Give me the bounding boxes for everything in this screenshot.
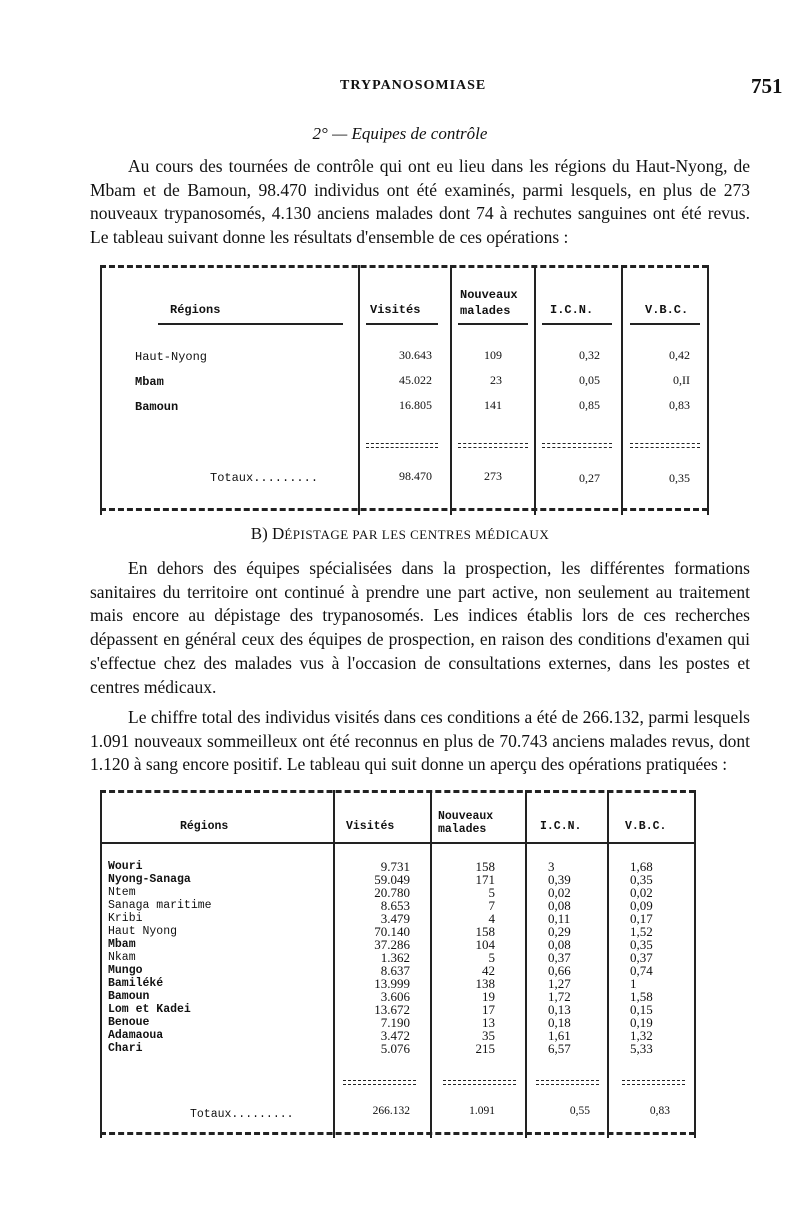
row-vbc: 0,09 [630, 898, 653, 913]
total-separator [366, 443, 438, 448]
row-nouveaux: 42 [482, 963, 495, 978]
totals-label: Totaux......... [190, 1108, 294, 1121]
row-region: Haut Nyong [108, 925, 178, 938]
row-icn: 0,11 [548, 911, 571, 926]
paragraph-intro-text: Au cours des tournées de contrôle qui ont eu lieu dans les régions du Haut-Nyong, de Mbam et de Bamoun, 98.470 individus ont été examinés, parmi lesquels, en plus de 273 nouveaux trypanosomés, 4.130 anciens malades dont 74 à rechutes sanguines ont été revus. Le tableau suivant donne les résultats d'ensemble de ces opérations : [90, 156, 750, 248]
row-region: Bamoun [135, 400, 179, 414]
row-vbc: 5,33 [630, 1041, 653, 1056]
row-icn: 1,27 [548, 976, 571, 991]
row-region: Adamaoua [108, 1029, 164, 1042]
row-icn: 0,39 [548, 872, 571, 887]
column-divider [621, 265, 623, 515]
row-visites: 70.140 [374, 924, 410, 939]
header-nouveaux: Nouveaux malades [460, 288, 518, 318]
row-visites: 13.999 [374, 976, 410, 991]
row-nouveaux: 5 [488, 885, 495, 900]
running-title: TRYPANOSOMIASE [340, 78, 487, 93]
header-nouveaux: Nouveaux malades [438, 810, 494, 836]
row-icn: 0,37 [548, 950, 571, 965]
row-nouveaux: 138 [475, 976, 495, 991]
header-underline [542, 323, 612, 325]
header-icn: I.C.N. [550, 303, 594, 317]
row-icn: 0,08 [548, 898, 571, 913]
row-icn: 0,08 [548, 937, 571, 952]
row-vbc: 1,58 [630, 989, 653, 1004]
row-visites: 59.049 [374, 872, 410, 887]
row-icn: 0,13 [548, 1002, 571, 1017]
paragraph-screening-text: En dehors des équipes spécialisées dans la prospection, les différentes formations sanitaires du territoire ont continué à prendre une part active, non seulement au traitement mais encore au dépistage des trypanosomés. Les indices établis lors de ces recherches dépassent en général ceux des équipes de prospection, en raison des conditions d'examen qui s'effectue chez des malades vus à l'occasion de consultations externes, dans les postes et centres médicaux. [90, 558, 750, 697]
table-right-border [694, 790, 696, 1138]
row-icn: 3 [548, 859, 555, 874]
column-divider [534, 265, 536, 515]
table-bottom-border [100, 508, 708, 511]
row-vbc: 0,35 [630, 872, 653, 887]
table-medical-centres [100, 790, 710, 1140]
totals-visites: 98.470 [399, 469, 432, 483]
totals-vbc: 0,35 [669, 471, 690, 485]
row-icn: 6,57 [548, 1041, 571, 1056]
row-visites: 13.672 [374, 1002, 410, 1017]
header-vbc: V.B.C. [625, 820, 667, 833]
row-visites: 8.637 [380, 963, 410, 978]
row-nouveaux: 13 [482, 1015, 495, 1030]
row-region: Bamiléké [108, 977, 164, 990]
row-vbc: 0,35 [630, 937, 653, 952]
row-nouveaux: 158 [475, 859, 495, 874]
table-top-border [100, 790, 695, 793]
paragraph-total [90, 706, 750, 777]
row-region: Wouri [108, 860, 143, 873]
row-vbc: 0,74 [630, 963, 653, 978]
row-region: Sanaga maritime [108, 899, 212, 912]
table-row [100, 1042, 694, 1055]
page-number: 751 [751, 74, 783, 98]
row-visites: 5.076 [380, 1041, 410, 1056]
row-icn: 0,18 [548, 1015, 571, 1030]
total-separator [536, 1080, 599, 1085]
total-separator [622, 1080, 685, 1085]
row-vbc: 1,68 [630, 859, 653, 874]
row-nouveaux: 158 [475, 924, 495, 939]
row-nouveaux: 23 [490, 373, 502, 387]
row-visites: 45.022 [399, 373, 432, 387]
row-vbc: 1 [630, 976, 637, 991]
paragraph-total-text: Le chiffre total des individus visités dans ces conditions a été de 266.132, parmi lesquels 1.091 nouveaux sommeilleux ont été reconnus en plus de 70.743 anciens malades revus, dont 1.120 à sang encore positif. Le tableau qui suit donne un aperçu des opérations pratiquées : [90, 707, 750, 775]
header-vbc: V.B.C. [645, 303, 689, 317]
row-visites: 16.805 [399, 398, 432, 412]
header-icn: I.C.N. [540, 820, 582, 833]
table-control-teams [100, 265, 710, 515]
row-region: Ntem [108, 886, 136, 899]
row-nouveaux: 4 [488, 911, 495, 926]
row-icn: 0,66 [548, 963, 571, 978]
totals-vbc: 0,83 [649, 1105, 670, 1117]
header-separator [100, 842, 694, 844]
table-right-border [707, 265, 709, 515]
row-icn: 0,32 [579, 348, 600, 362]
total-separator [630, 443, 700, 448]
row-nouveaux: 17 [482, 1002, 495, 1017]
row-region: Nyong-Sanaga [108, 873, 191, 886]
row-visites: 3.479 [380, 911, 410, 926]
row-nouveaux: 19 [482, 989, 495, 1004]
row-visites: 20.780 [374, 885, 410, 900]
row-region: Chari [108, 1042, 143, 1055]
row-icn: 1,61 [548, 1028, 571, 1043]
table-left-border [100, 265, 102, 515]
header-underline [630, 323, 700, 325]
row-icn: 0,02 [548, 885, 571, 900]
row-vbc: 0,II [673, 373, 690, 387]
header-visites: Visités [370, 303, 421, 317]
header-underline [366, 323, 438, 325]
totals-visites: 266.132 [372, 1105, 410, 1117]
header-regions: Régions [180, 820, 229, 833]
table-bottom-border [100, 1132, 695, 1135]
row-visites: 3.606 [380, 989, 410, 1004]
section-b-rest: ÉPISTAGE PAR LES CENTRES MÉDICAUX [284, 527, 550, 542]
row-nouveaux: 5 [488, 950, 495, 965]
row-region: Haut-Nyong [135, 350, 208, 364]
row-icn: 0,29 [548, 924, 571, 939]
row-nouveaux: 104 [475, 937, 495, 952]
header-visites: Visités [346, 820, 395, 833]
header-underline [158, 323, 343, 325]
total-separator [458, 443, 528, 448]
total-separator [443, 1080, 516, 1085]
row-nouveaux: 35 [482, 1028, 495, 1043]
row-region: Mbam [135, 375, 164, 389]
row-visites: 3.472 [380, 1028, 410, 1043]
row-icn: 1,72 [548, 989, 571, 1004]
row-visites: 1.362 [380, 950, 410, 965]
row-region: Mbam [108, 938, 136, 951]
row-visites: 30.643 [399, 348, 432, 362]
row-vbc: 0,83 [669, 398, 690, 412]
row-vbc: 0,42 [669, 348, 690, 362]
totals-nouveaux: 273 [484, 469, 502, 483]
row-icn: 0,85 [579, 398, 600, 412]
section-b-prefix: B) D [250, 524, 285, 543]
row-nouveaux: 7 [488, 898, 495, 913]
column-divider [358, 265, 360, 515]
row-region: Nkam [108, 951, 136, 964]
paragraph-intro [90, 155, 750, 250]
row-nouveaux: 141 [484, 398, 502, 412]
row-vbc: 1,52 [630, 924, 653, 939]
page-header [0, 74, 800, 104]
table-body [100, 860, 694, 1055]
row-nouveaux: 215 [475, 1041, 495, 1056]
row-nouveaux: 171 [475, 872, 495, 887]
row-vbc: 0,02 [630, 885, 653, 900]
row-visites: 7.190 [380, 1015, 410, 1030]
table-top-border [100, 265, 708, 268]
row-visites: 9.731 [380, 859, 410, 874]
section-b-title [0, 524, 800, 544]
header-underline [458, 323, 528, 325]
row-region: Kribi [108, 912, 143, 925]
total-separator [542, 443, 612, 448]
row-region: Bamoun [108, 990, 150, 1003]
totals-nouveaux: 1.091 [469, 1105, 495, 1117]
row-region: Lom et Kadei [108, 1003, 191, 1016]
row-vbc: 0,15 [630, 1002, 653, 1017]
totals-icn: 0,55 [569, 1105, 590, 1117]
row-visites: 37.286 [374, 937, 410, 952]
row-vbc: 0,19 [630, 1015, 653, 1030]
paragraph-screening [90, 557, 750, 699]
totals-label: Totaux......... [210, 471, 319, 485]
row-visites: 8.653 [380, 898, 410, 913]
row-region: Benoue [108, 1016, 150, 1029]
totals-icn: 0,27 [579, 471, 600, 485]
row-icn: 0,05 [579, 373, 600, 387]
header-regions: Régions [170, 303, 221, 317]
row-nouveaux: 109 [484, 348, 502, 362]
total-separator [343, 1080, 416, 1085]
subsection-title: 2° — Equipes de contrôle [312, 124, 488, 143]
row-vbc: 1,32 [630, 1028, 653, 1043]
row-vbc: 0,17 [630, 911, 653, 926]
row-region: Mungo [108, 964, 143, 977]
row-vbc: 0,37 [630, 950, 653, 965]
